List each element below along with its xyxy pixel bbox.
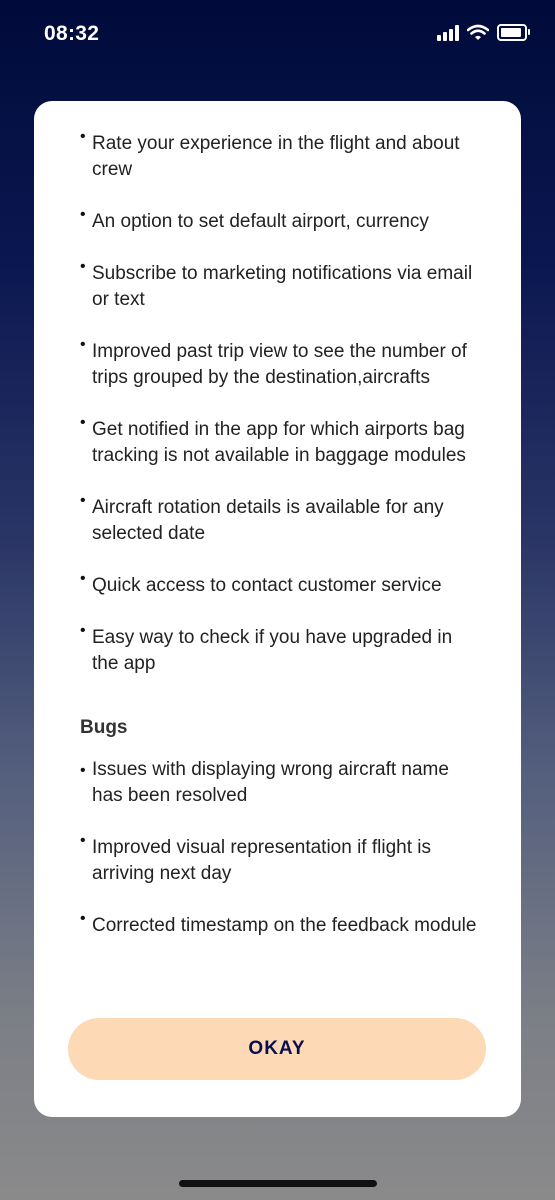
bug-list — [80, 757, 480, 965]
status-bar — [0, 0, 555, 70]
bugs-heading: Bugs — [80, 717, 128, 738]
list-item: • Issues with displaying wrong aircraft name has been resolved — [80, 759, 449, 806]
battery-icon — [497, 24, 527, 41]
release-notes-scroll[interactable] — [34, 101, 521, 1001]
list-item: • Corrected timestamp on the feedback module — [80, 910, 477, 936]
scroll-fade — [34, 941, 521, 1001]
list-item: • Subscribe to marketing notifications via email or text — [80, 258, 473, 310]
signal-icon — [437, 24, 459, 41]
list-item: • Rate your experience in the flight and about crew — [80, 128, 460, 180]
wifi-icon — [467, 24, 489, 41]
status-icons — [437, 24, 527, 41]
list-item: • Get notified in the app for which airports bag tracking is not available in baggage modules — [80, 414, 466, 466]
home-indicator[interactable] — [179, 1180, 377, 1187]
whats-new-dialog — [34, 101, 521, 1117]
clipped-text — [114, 101, 214, 105]
list-item: • An option to set default airport, currency — [80, 206, 429, 232]
feature-list — [80, 128, 480, 691]
list-item: • Improved visual representation if flight is arriving next day — [80, 832, 431, 884]
list-item: • Improved past trip view to see the number of trips grouped by the destination,aircrafts — [80, 336, 467, 388]
okay-button[interactable]: OKAY — [68, 1018, 486, 1080]
list-item: • Quick access to contact customer service — [80, 570, 442, 596]
list-item: • Easy way to check if you have upgraded in the app — [80, 622, 453, 674]
list-item: • Aircraft rotation details is available for any selected date — [80, 492, 444, 544]
status-time: 08:32 — [44, 22, 100, 45]
